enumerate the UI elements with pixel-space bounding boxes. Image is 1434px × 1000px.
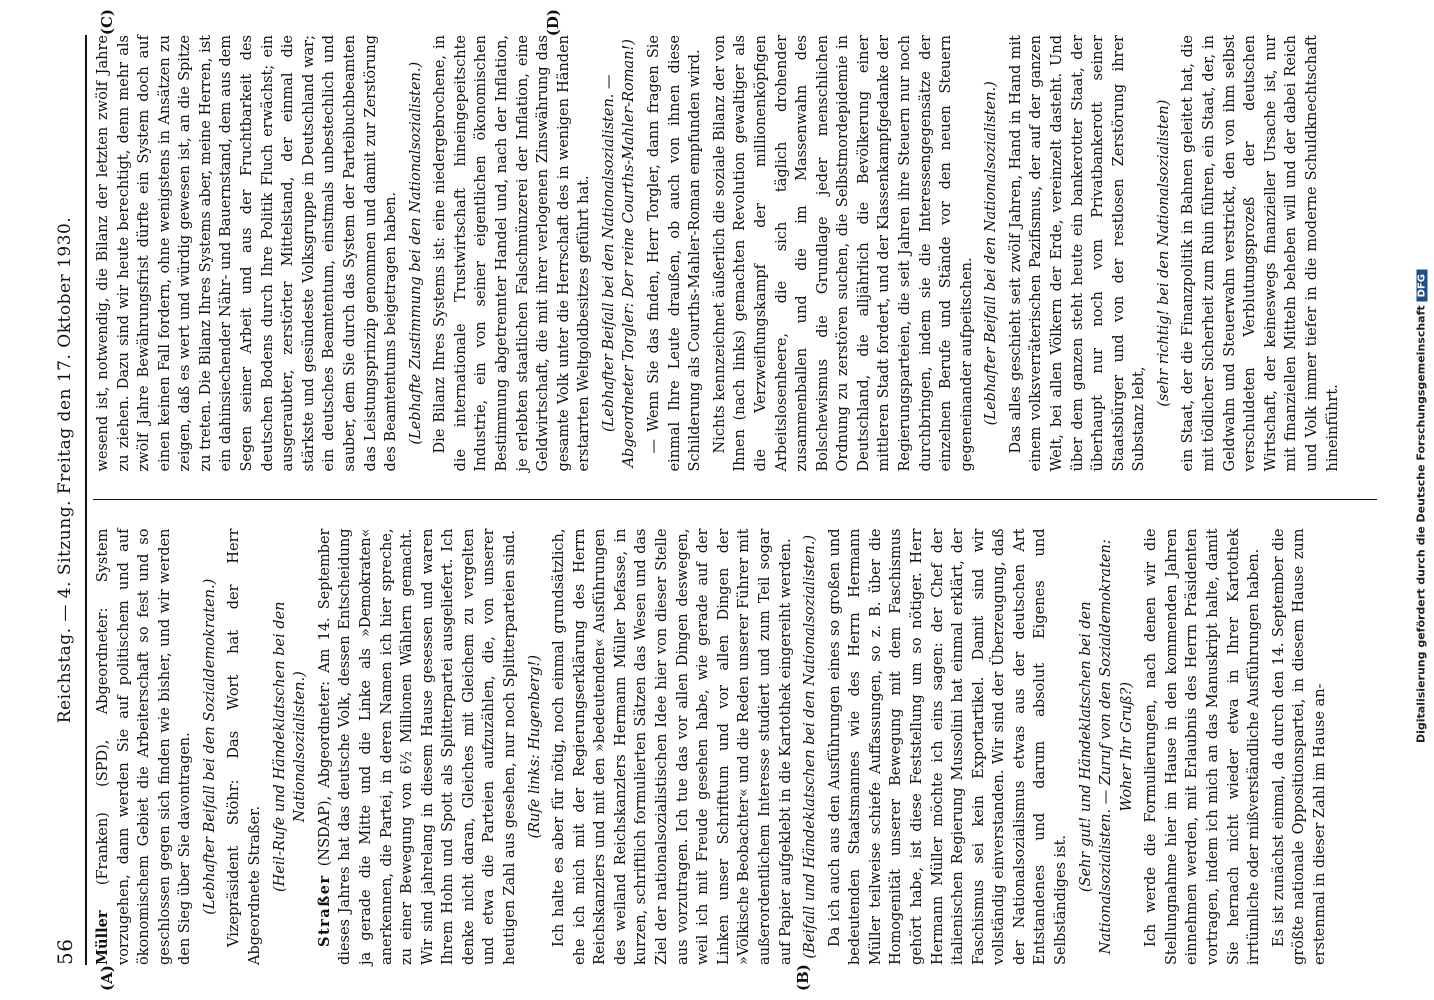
paragraph: Das alles geschieht seit zwölf Jahren, Hand in Hand mit einem volksverräterischen Pazifismus, der auf der ganzen Welt, bei allen Völkern der Erde, vereinzelt dasteht. Und über dem ganzen steht heute ein bankerotter Staat, der überhaupt nur noch vom Privatbankerott seiner Staatsbürger und von der restlosen Zerstörung ihrer Substanz lebt,: [1007, 35, 1148, 472]
paragraph: Vizepräsident Stöhr: Das Wort hat der Herr Abgeordnete Straßer.: [226, 528, 264, 965]
paragraph: — Wenn Sie das finden, Herr Torgler, dann fragen Sie einmal Ihre Leute draußen, ob auch von ihnen diese Schilderung als Courths-Mahler-Roman empfunden wird.: [646, 35, 704, 472]
paragraph: Ich werde die Formulierungen, nach denen wir die Stellungnahme hier im Hause in den kommenden Jahren einnehmen werden, mit Erlaubnis des Herrn Präsidenten vortragen, indem ich mich an das Manuskript halte, damit Sie hernach nicht wieder etwa in Ihrer Kartothek irrtümliche oder mißverständliche Ausführungen haben.: [1143, 528, 1263, 965]
text-columns: [93, 9, 1377, 991]
speaker-name: Straßer: [315, 874, 333, 947]
reaction: (Lebhafte Zustimmung bei den Nationalsozialisten.): [407, 61, 424, 445]
paragraph: [315, 529, 521, 966]
paragraph: Ich halte es aber für nötig, noch einmal grundsätzlich, ehe ich mich mit der Regierungserklärung des Herrn Reichskanzlers und mit den »bedeutenden« Ausführungen des weiland Reichskanzlers Hermann Müller befasse, in kurzen, schriftlich formulierten Sätzen das Wesen und das Ziel der nationalsozialistischen Idee hier von dieser Stelle aus vorzutragen. Ich tue das vor allen Dingen deswegen, weil ich mit Freude gesehen habe, wie gerade auf der Linken unser Schrifttum und vor allen Dingen der »Völkische Beobachter« und die Reden unserer Führer mit außerordentlichem Interesse studiert und zum Teil sogar auf Papier aufgeklebt in die Kartothek eingereiht werden.: [551, 528, 794, 965]
reaction: (Lebhafter Beifall bei den Nationalsozialisten. — Abgeordneter Torgler: Der reine Courths-Mahler-Roman!): [600, 39, 638, 468]
reaction: (Heil-Rufe und Händeklatschen bei den Nationalsozialisten.): [271, 601, 309, 893]
page-number: 56: [53, 938, 77, 965]
rotated-page: [47, 9, 1387, 991]
margin-mark-a: (A): [98, 965, 116, 991]
reaction: (Lebhafter Beifall bei den Nationalsozialisten.): [983, 81, 1000, 426]
reaction: (Rufe links: Hugenberg!): [526, 654, 543, 839]
header-rule: [85, 35, 87, 965]
paragraph: [93, 529, 196, 966]
speaker-suffix: (Franken) (SPD), Abgeordneter:: [95, 607, 111, 911]
column-divider: [93, 500, 1377, 501]
left-column: [93, 528, 1377, 991]
running-head: [47, 35, 83, 965]
dfg-logo: DFG: [1417, 270, 1428, 301]
paragraph: wesend ist, notwendig, die Bilanz der letzten zwölf Jahre zu ziehen. Dazu sind wir heute berechtigt, denn mehr als zwölf Jahre Bewährungsfrist dürfte ein System doch auf einen keinen Fall fordern, ohne wenigstens in Ansätzen zu zeigen, daß es wert und würdig gewesen ist, an die Spitze zu treten. Die Bilanz Ihres Systems aber, meine Herren, ist ein dahinsiechender Nähr- und Bauernstand, dem aus dem Segen seiner Arbeit und aus der Fruchtbarkeit des deutschen Bodens durch Ihre Politik Fluch erwächst; ein ausgeraubter, zerstörter Mittelstand, der einmal die stärkste und gesündeste Volksgruppe in Deutschland war; ein deutsches Beamtentum, einstmals unbestechlich und sauber, dem Sie durch das System der Parteibuchbeamten das Leistungsprinzip genommen und damit zur Zerstörung des Beamtentums beigetragen haben.: [95, 35, 400, 472]
margin-mark-b: (B): [794, 964, 812, 991]
paragraph: Es ist zunächst einmal, da durch den 14. September die größte nationale Oppositionspartei, in diesem Hause zum erstenmal in dieser Zahl im Hause an-: [1270, 528, 1328, 965]
paragraph: Nichts kennzeichnet äußerlich die soziale Bilanz der von Ihnen (nach links) gemachten Revolution gewaltiger als die Verzweiflungskampf der millionenköpfigen Arbeitslosenheere, die sich täglich drohender zusammenballen und die im Massenwahn des Bolschewismus die Grundlage jeder menschlichen Ordnung zu zerstören suchen, die Selbstmordepidemie in Deutschland, die alljährlich die Bevölkerung einer mittleren Stadt fordert, und der Klassenkampfgedanke der Regierungsparteien, die seit Jahren ihre Steuern nur noch durchbringen, indem sie die Interessengegensätze der einzelnen Berufe und Stände vor den neuen Steuern gegeneinander aufpeitschen.: [711, 35, 975, 472]
paragraph: Die Bilanz Ihres Systems ist: eine niedergebrochene, in die internationale Trustwirtschaft hineingepeitschte Industrie, ein von seiner eigentlichen ökonomischen Bestimmung abgetrennter Handel und, nach der Inflation, je erlebten staatlichen Falschmünzerei der Inflation, eine Geldwirtschaft, die mit ihrer verlogenen Zinswährung das gesamte Volk unter die Herrschaft des in wenigen Händen erstarrten Weltgoldbesitzes geführt hat.: [432, 35, 593, 472]
paragraph: Da ich auch aus den Ausführungen eines so großen und bedeutenden Staatsmannes wie des Herrn Hermann Müller teilweise schiefe Auffassungen, so z. B. über die Homogenität unserer Bewegung mit dem Faschismus gehört habe, ist diese Feststellung um so nötiger. Herr Hermann Müller möchte ich eins sagen: der Chef der italienischen Regierung Mussolini hat einmal erklärt, der Faschismus sei kein Exportartikel. Damit sind wir vollständig einverstanden. Wir sind der Überzeugung, daß der Nationalsozialismus etwas aus der deutschen Art Entstandenes und darum absolut Eigenes und Selbständiges ist.: [826, 528, 1070, 965]
reaction: (Sehr gut! und Händeklatschen bei den Nationalsozialisten. — Zuruf von den Sozialdemokraten: Woher Ihr Gruß?): [1077, 539, 1135, 955]
margin-mark-c: (C): [98, 9, 116, 36]
reaction: (Beifall und Händeklatschen bei den Nationalsozialisten.): [802, 534, 819, 959]
running-head-title: Reichstag. — 4. Sitzung. Freitag den 17. Oktober 1930.: [55, 216, 75, 724]
speaker-name: Müller: [94, 910, 111, 965]
reaction: (Lebhafter Beifall bei den Sozialdemokraten.): [201, 578, 218, 915]
right-column: [93, 9, 1377, 472]
credit-text: Digitalisierung gefördert durch die Deutsche Forschungsgemeinschaft: [1414, 305, 1428, 744]
paragraph-text: System vorzugehen, dann werden Sie auf politischem und auf ökonomischem Gebiet die Arbeiterschaft so fest und so geschlossen gegen sich finden wie bisher, und wir werden den Sieg über Sie davontragen.: [95, 528, 194, 965]
reaction: (sehr richtig! bei den Nationalsozialisten): [1155, 99, 1172, 407]
paragraph-text: (NSDAP), Abgeordneter: Am 14. September dieses Jahres hat das deutsche Volk, dessen Entscheidung ja gerade die Mitte und die Linke als »Demokraten« anerkennen, die Partei, in deren Namen ich hier spreche, zu einer Bewegung von 6½ Millionen Wählern gemacht. Wir sind jahrelang in diesem Hause gesessen und waren Ihrem Hohn und Spott als Splitterpartei ausgeliefert. Ich denke nicht daran, Gleiches mit Gleichem zu vergelten und etwa die Parteien aufzuzählen, die, von unserer heutigen Zahl aus gesehen, nur noch Splitterparteien sind.: [316, 528, 518, 965]
margin-mark-d: (D): [544, 9, 562, 37]
digitization-credit: [1412, 10, 1430, 990]
paragraph: ein Staat, der die Finanzpolitik in Bahnen geleitet hat, die mit tödlicher Sicherheit zum Ruin führen, ein Staat, der, in Geldwahn und Steuerwahn verstrickt, den von ihm selbst verschuldeten Verblutungsprozeß der deutschen Wirtschaft, der keineswegs finanzieller Ursache ist, nur mit finanziellen Mitteln beheben will und der dabei Reich und Volk immer tiefer in die moderne Schuldknechtschaft hineinführt.: [1180, 35, 1341, 472]
